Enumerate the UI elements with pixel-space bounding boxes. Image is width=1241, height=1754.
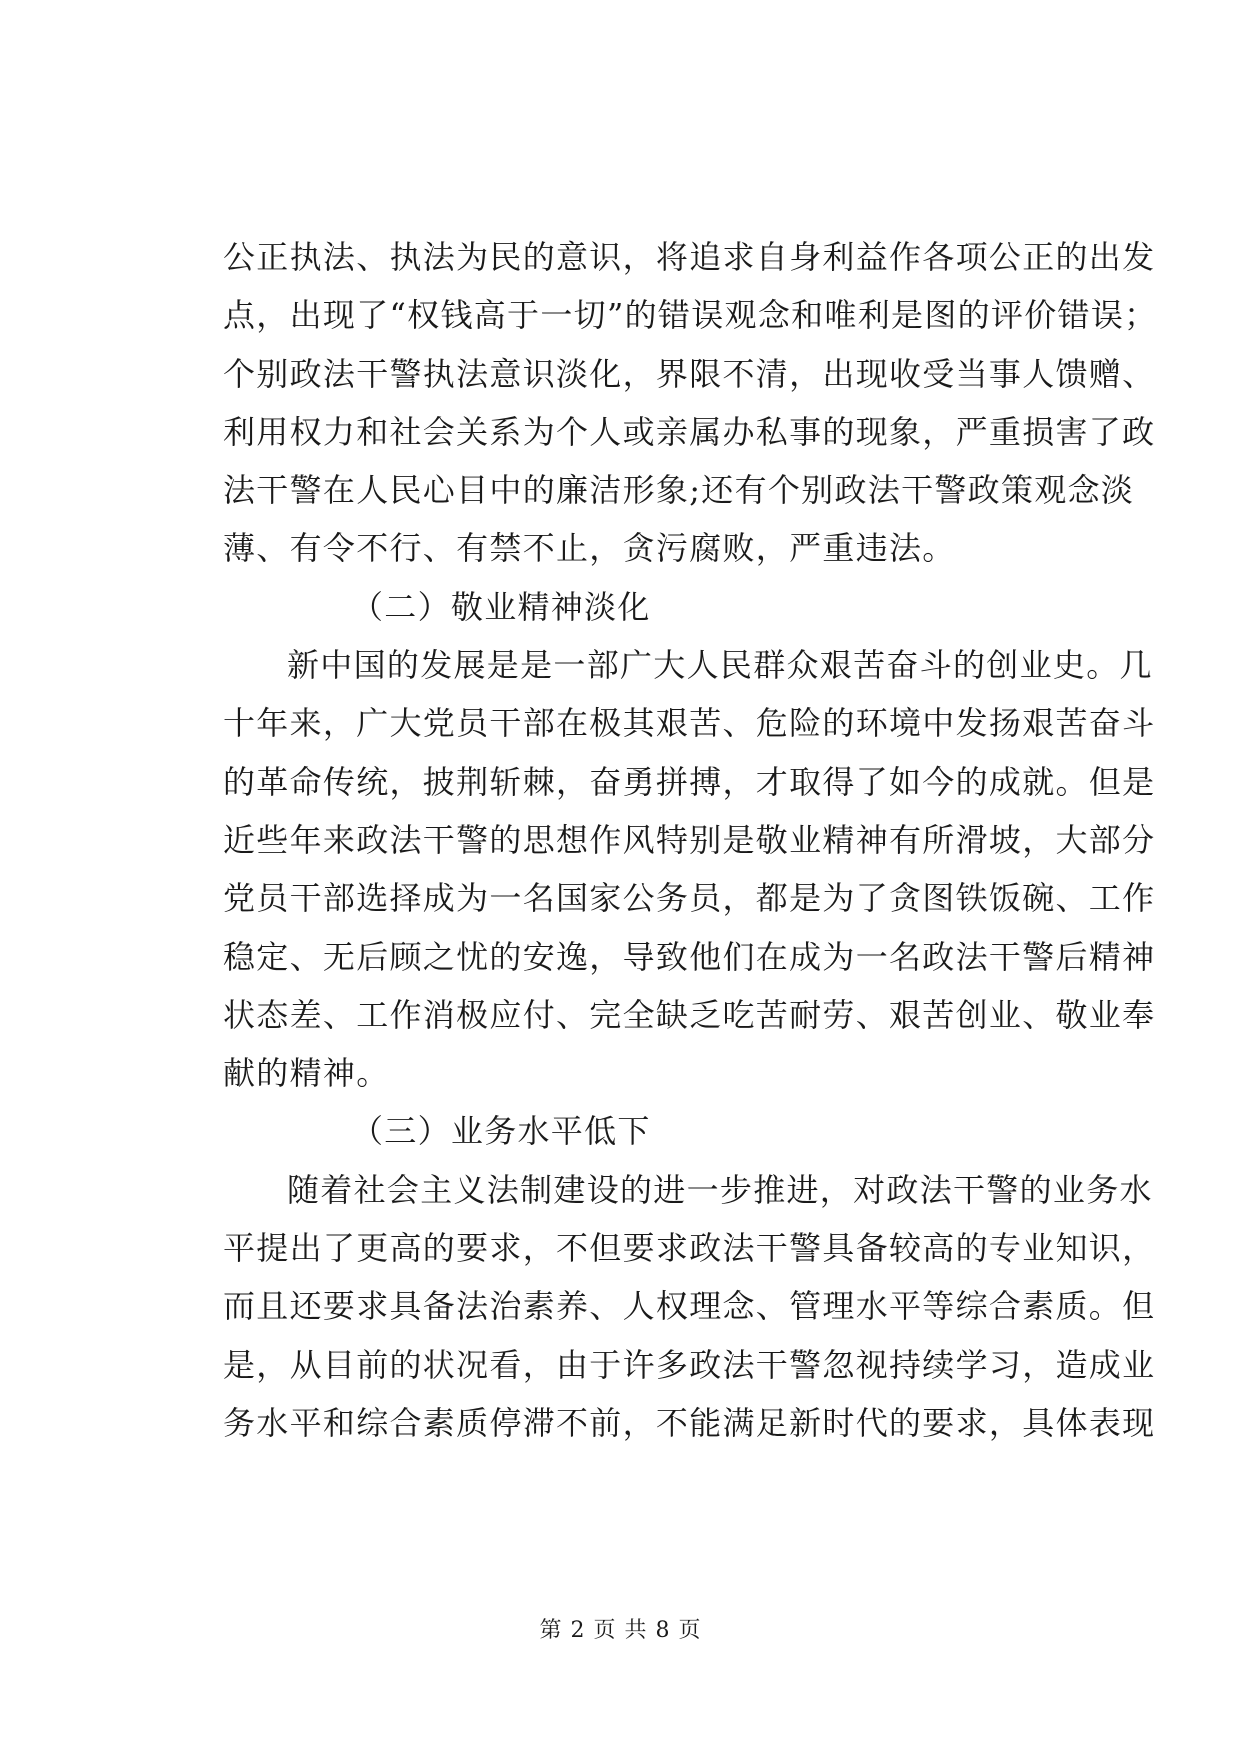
text-line: 随着社会主义法制建设的进一步推进，对政法干警的业务水 (287, 1170, 1153, 1209)
text-line: 稳定、无后顾之忧的安逸，导致他们在成为一名政法干警后精神 (223, 937, 1156, 976)
paragraph-1 (223, 228, 1158, 578)
paragraph-3 (223, 1161, 1156, 1452)
text-line: 点，出现了“权钱高于一切”的错误观念和唯利是图的评价错误； (223, 296, 1158, 335)
text-line: 法干警在人民心目中的廉洁形象;还有个别政法干警政策观念淡 (223, 471, 1135, 510)
text-line: 是，从目前的状况看，由于许多政法干警忽视持续学习，造成业 (223, 1345, 1156, 1384)
text-line: 十年来，广大党员干部在极其艰苦、危险的环境中发扬艰苦奋斗 (223, 704, 1156, 743)
text-line: 状态差、工作消极应付、完全缺乏吃苦耐劳、艰苦创业、敬业奉 (223, 995, 1156, 1034)
text-line: 平提出了更高的要求，不但要求政法干警具备较高的专业知识， (223, 1229, 1156, 1268)
section-heading-3: （三）业务水平低下 (351, 1112, 651, 1151)
text-line: 薄、有令不行、有禁不止，贪污腐败，严重违法。 (223, 529, 956, 568)
document-body (223, 228, 1158, 1452)
text-line: 利用权力和社会关系为个人或亲属办私事的现象，严重损害了政 (223, 412, 1156, 451)
text-line: 新中国的发展是是一部广大人民群众艰苦奋斗的创业史。几 (287, 646, 1153, 685)
paragraph-2 (223, 636, 1156, 1102)
text-line: 个别政法干警执法意识淡化，界限不清，出现收受当事人馈赠、 (223, 354, 1156, 393)
page-footer: 第 2 页 共 8 页 (539, 1618, 702, 1643)
text-line: 近些年来政法干警的思想作风特别是敬业精神有所滑坡，大部分 (223, 820, 1156, 859)
text-line: 的革命传统，披荆斩棘，奋勇拼搏，才取得了如今的成就。但是 (223, 762, 1156, 801)
text-line: 而且还要求具备法治素养、人权理念、管理水平等综合素质。但 (223, 1287, 1156, 1326)
text-line: 公正执法、执法为民的意识，将追求自身利益作各项公正的出发 (223, 238, 1156, 276)
text-line: 党员干部选择成为一名国家公务员，都是为了贪图铁饭碗、工作 (223, 879, 1156, 918)
text-line: 献的精神。 (223, 1054, 390, 1093)
section-heading-2: （二）敬业精神淡化 (351, 587, 651, 626)
text-line: 务水平和综合素质停滞不前，不能满足新时代的要求，具体表现 (223, 1403, 1156, 1442)
